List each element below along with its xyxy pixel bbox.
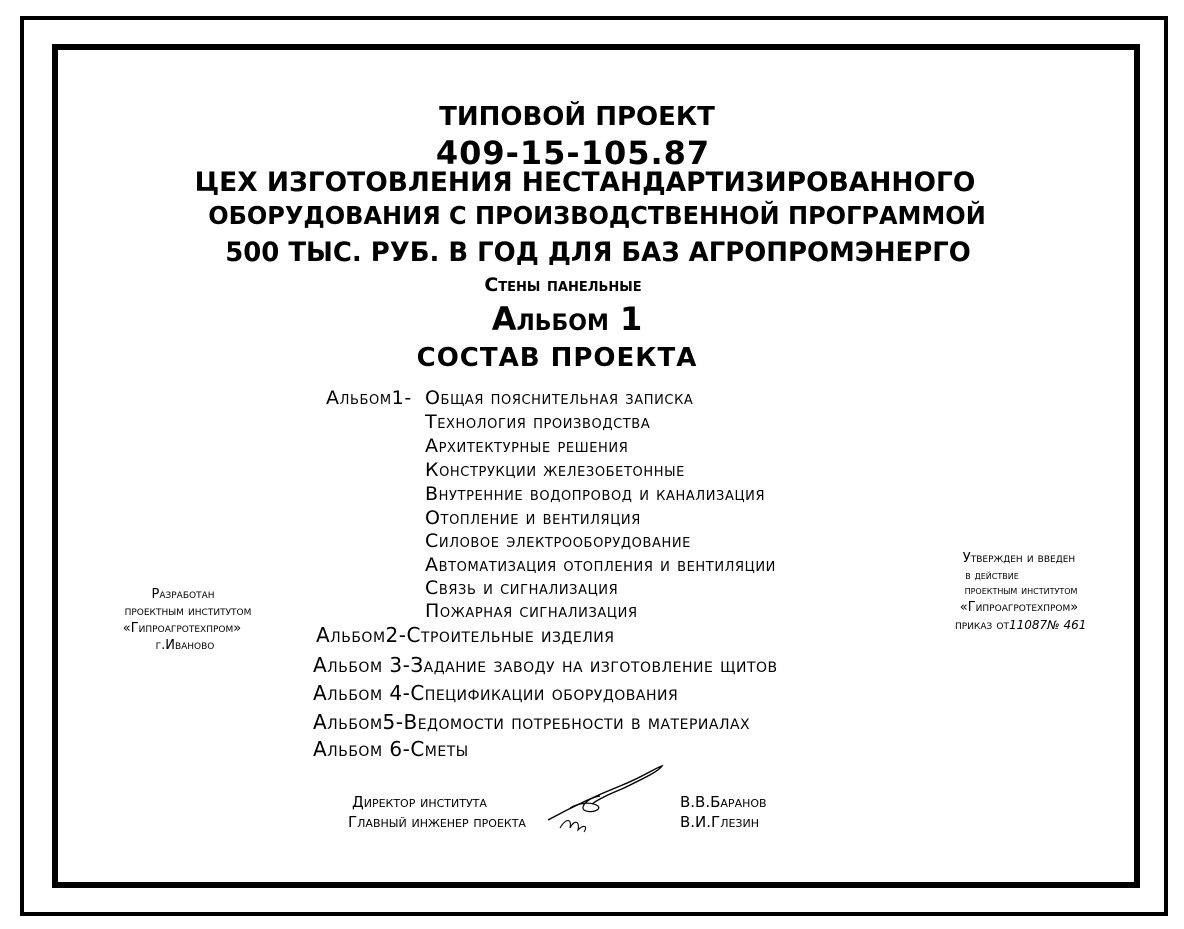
album-1-item: Конструкции железобетонные — [425, 459, 686, 481]
title-line-2: ОБОРУДОВАНИЯ С ПРОИЗВОДСТВЕННОЙ ПРОГРАММОЙ — [208, 201, 986, 230]
director-title: Директор института — [352, 793, 487, 811]
engineer-title: Главный инженер проекта — [348, 813, 526, 831]
handwritten-signature — [540, 758, 670, 838]
type-label: ТИПОВОЙ ПРОЕКТ — [439, 102, 715, 132]
album-description: Сметы — [410, 737, 469, 761]
album-title: Альбом 1 — [491, 300, 643, 338]
developer-line-4: г.Иваново — [155, 638, 215, 653]
approval-order-prefix: приказ от — [955, 618, 1009, 633]
album-prefix: Альбом 6- — [313, 737, 411, 761]
title-line-3: 500 ТЫС. РУБ. В ГОД ДЛЯ БАЗ АГРОПРОМЭНЕРГО — [225, 237, 971, 268]
approval-line-3: проектным институтом — [964, 583, 1078, 597]
album-1-item: Общая пояснительная записка — [425, 387, 694, 409]
album-1-item: Внутренние водопровод и канализация — [425, 483, 766, 505]
album-1-item: Технология производства — [425, 411, 651, 433]
developer-line-1: Разработан — [151, 587, 215, 602]
album-6-line — [313, 739, 469, 759]
title-line-1: ЦЕХ ИЗГОТОВЛЕНИЯ НЕСТАНДАРТИЗИРОВАННОГО — [194, 167, 976, 198]
approval-line-1: Утвержден и введен — [962, 551, 1076, 566]
engineer-name: В.И.Глезин — [680, 813, 759, 831]
album-1-item: Отопление и вентиляция — [425, 507, 641, 529]
album-description: Строительные изделия — [406, 623, 615, 647]
album-description: Ведомости потребности в материалах — [403, 710, 751, 734]
album-5-line — [313, 712, 750, 732]
album-3-line — [313, 655, 778, 675]
developer-line-3: «Гипроагротехпром» — [122, 621, 242, 636]
album-prefix: Альбом5- — [313, 710, 404, 734]
approval-order-number: 11087№ 461 — [1008, 618, 1087, 632]
contents-heading: СОСТАВ ПРОЕКТА — [416, 343, 698, 373]
album-1-item: Связь и сигнализация — [425, 577, 619, 599]
approval-order — [955, 619, 1086, 632]
album-4-line — [313, 683, 678, 703]
album-1-item: Пожарная сигнализация — [425, 600, 638, 622]
developer-line-2: проектным институтом — [124, 604, 252, 619]
approval-line-4: «Гипроагротехпром» — [959, 600, 1079, 615]
album-description: Спецификации оборудования — [410, 681, 679, 705]
album-prefix: Альбом 3- — [313, 653, 411, 677]
project-code: 409-15-105.87 — [435, 134, 711, 172]
approval-line-2: в действие — [965, 568, 1019, 582]
album-prefix: Альбом 4- — [313, 681, 411, 705]
album-1-item: Архитектурные решения — [425, 435, 629, 457]
director-name: В.В.Баранов — [680, 793, 767, 811]
album-1-item: Автоматизация отопления и вентиляции — [425, 554, 777, 576]
album-description: Задание заводу на изготовление щитов — [410, 653, 778, 677]
album-prefix: Альбом2- — [316, 623, 407, 647]
album-2-line — [316, 625, 615, 645]
album-1-item: Силовое электрооборудование — [425, 530, 691, 552]
album-1-prefix: Альбом1- — [326, 387, 412, 409]
subject: Стены панельные — [484, 274, 642, 296]
